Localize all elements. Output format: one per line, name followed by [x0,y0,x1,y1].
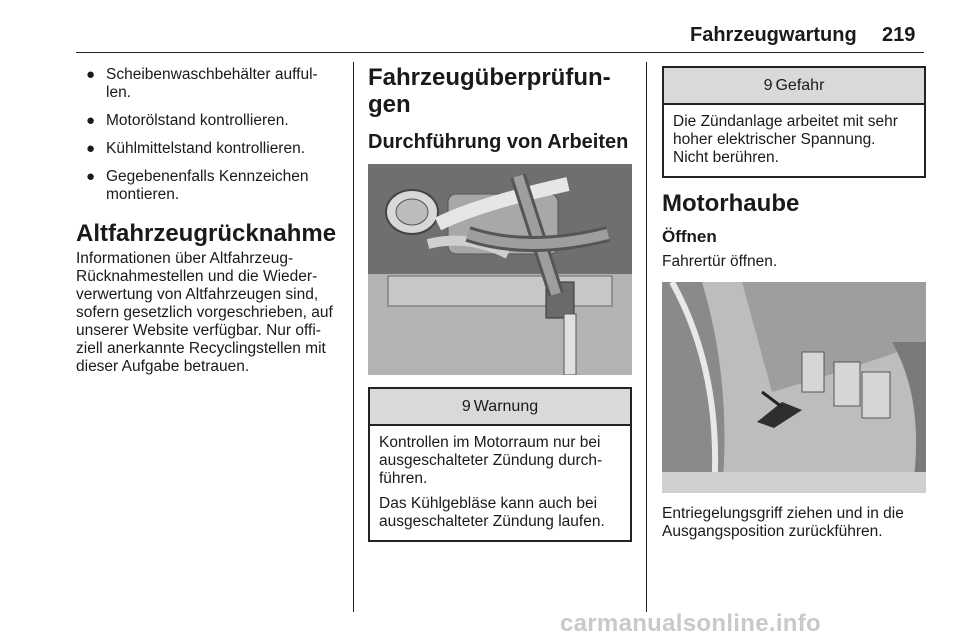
danger-box [662,66,926,178]
column-right [662,66,926,541]
bullet-icon: ● [86,112,96,129]
list-item: ● Kühlmittelstand kontrollieren. [86,140,306,157]
warning-label: Warnung [473,398,539,415]
step-open-door: Fahrertür öffnen. [662,253,778,270]
sub-heading-oeffnen: Öffnen [662,227,717,246]
warning-header [370,389,630,426]
release-lever-illustration [662,282,926,493]
warning-icon: 9 [461,398,471,415]
column-separator-1 [353,62,354,612]
danger-label: Gefahr [775,77,825,94]
section-paragraph: Informationen über Altfahrzeug- Rücknahmestellen und die Wieder- verwertung von Altfahrzeugen sind, sofern gesetzlich vorgeschrieben, auf unserer Website verfügbar. Nur offi- ziell anerkannte Recyclingstellen mit dieser Aufgabe betrauen. [76,250,333,375]
section-heading-motorhaube: Motorhaube [662,190,800,217]
page-header-title: Fahrzeugwartung [690,24,857,46]
header-rule [76,52,924,53]
list-item: ● Scheibenwaschbehälter aufful- len. [86,66,318,101]
checklist [76,66,340,204]
danger-icon: 9 [763,77,773,94]
watermark: carmanualsonline.info [560,610,822,637]
bullet-icon: ● [86,66,96,83]
danger-text: Die Zündanlage arbeitet mit sehr hoher elektrischer Spannung. Nicht berühren. [673,113,898,166]
step-pull-release: Entriegelungsgriff ziehen und in die Ausgangsposition zurückführen. [662,505,904,540]
page-number: 219 [882,24,916,46]
bullet-icon: ● [86,168,96,185]
warning-box [368,387,632,542]
section-heading-altfahrzeug: Altfahrzeugrücknahme [76,220,337,247]
subsection-heading: Durchführung von Arbeiten [368,131,629,153]
list-item: ● Gegebenenfalls Kennzeichen montieren. [86,168,309,203]
chapter-title: Fahrzeugüberprüfun- gen [368,64,611,118]
warning-text-2: Das Kühlgebläse kann auch bei ausgeschalteter Zündung laufen. [379,495,605,530]
engine-bay-illustration [368,164,632,375]
column-middle [368,66,632,542]
list-item: ● Motorölstand kontrollieren. [86,112,289,129]
column-left [76,66,340,376]
warning-text-1: Kontrollen im Motorraum nur bei ausgeschalteter Zündung durch- führen. [379,434,603,487]
column-separator-2 [646,62,647,612]
bullet-icon: ● [86,140,96,157]
danger-header [664,68,924,105]
